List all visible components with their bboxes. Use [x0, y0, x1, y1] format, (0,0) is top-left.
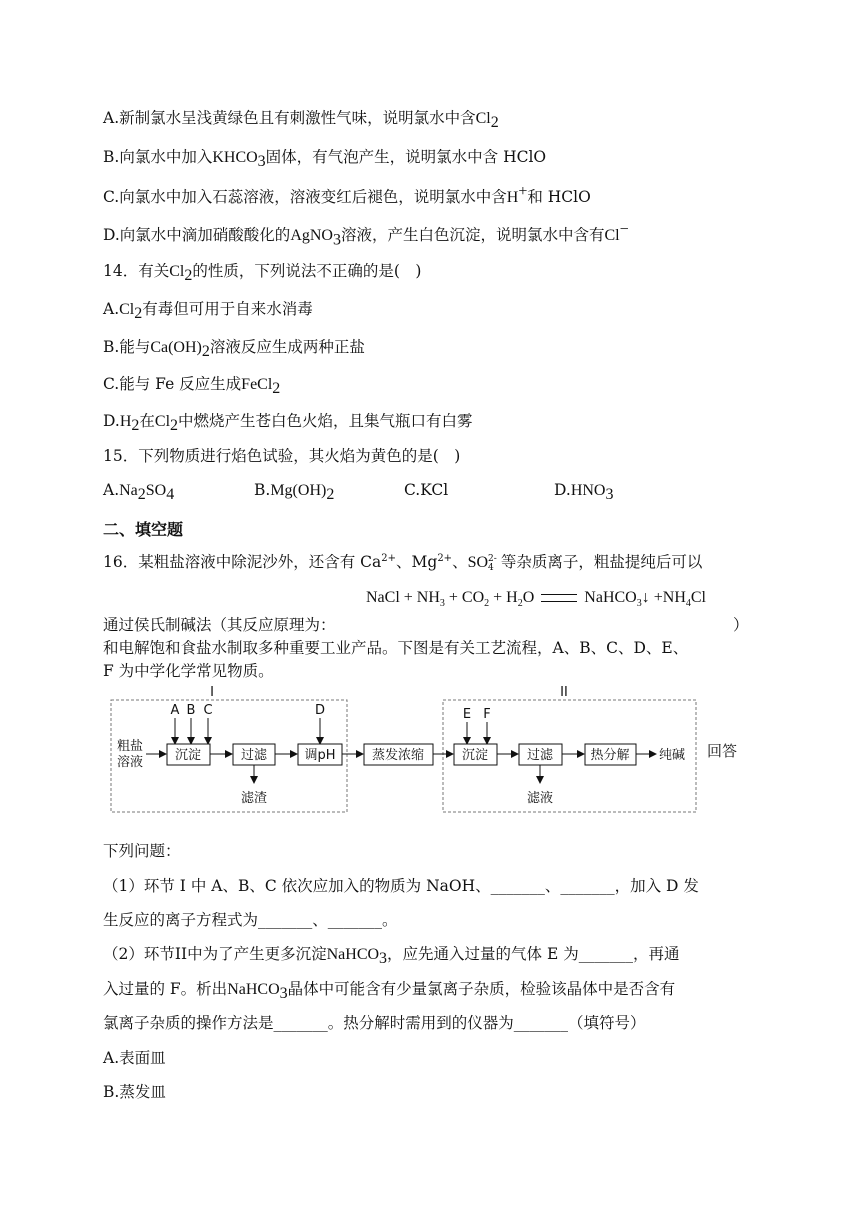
equals-sign-icon — [541, 594, 577, 602]
q13-option-c: C.向氯水中加入石蕊溶液，溶液变红后褪色，说明氯水中含H+和 HClO — [103, 183, 591, 207]
stage-ii-label: II — [560, 685, 568, 700]
q14-option-b: B.能与$Ca(OH)_2$溶液反应生成两种正盐 — [103, 338, 365, 361]
q14-option-a: $A.Cl_2$有毒但可用于自来水消毒 — [103, 300, 313, 323]
q16-part1-line1: （1）环节 I 中 A、B、C 依次应加入的物质为 NaOH、_______、_______，加入 D 发 — [103, 877, 699, 895]
reagent-e: E — [462, 707, 472, 722]
q16-part2-line1: （2）环节II中为了产生更多沉淀NaHCO$_3$，应先通入过量的气体 E 为_______，再通 — [103, 945, 680, 968]
filtrate-label: 滤液 — [526, 791, 554, 806]
svg-text:过滤: 过滤 — [526, 748, 554, 763]
section-heading: 二、填空题 — [103, 520, 184, 539]
start-label-1: 粗盐 — [116, 739, 144, 754]
q16-line2-close: ） — [733, 616, 749, 634]
q16-line2: 通过侯氏制碱法（其反应原理为： — [103, 616, 336, 634]
q15-option-b: $B.Mg(OH)_2$ — [254, 481, 335, 504]
q16-line4: F 为中学化学常见物质。 — [103, 662, 274, 680]
q16-part2-line3: 氯离子杂质的操作方法是_______。热分解时需用到的仪器为_______（填符号） — [103, 1014, 646, 1032]
q13-option-d: D.向氯水中滴加硝酸酸化的AgNO$_3$溶液，产生白色沉淀，说明氯水中含有Cl− — [103, 221, 629, 249]
q14-option-c: C.能与 Fe 反应生成FeCl$_2$ — [103, 375, 281, 398]
q15-option-d: $D.HNO_3$ — [554, 481, 614, 504]
q15-option-a: $A.Na_2SO_4$ — [103, 481, 175, 504]
q14-stem: 14．有关$Cl_2$的性质，下列说法不正确的是( ) — [103, 262, 422, 285]
q16-part1-line2: 生反应的离子方程式为_______、_______。 — [103, 911, 398, 929]
product-label: 纯碱 — [658, 748, 686, 763]
q16-line5: 下列问题： — [103, 842, 181, 860]
q16-option-a: A.表面皿 — [103, 1049, 166, 1067]
q15-stem: 15．下列物质进行焰色试验，其火焰为黄色的是( ) — [103, 447, 461, 465]
reagent-d: D — [314, 703, 326, 718]
reagent-a: A — [170, 703, 180, 718]
svg-text:沉淀: 沉淀 — [461, 748, 489, 763]
svg-text:过滤: 过滤 — [240, 748, 268, 763]
q15-option-c: C.KCl — [404, 481, 449, 499]
q16-part2-line2: 入过量的 F。析出NaHCO$_3$晶体中可能含有少量氯离子杂质，检验该晶体中是否含有 — [103, 980, 676, 1003]
reagent-f: F — [483, 707, 491, 722]
svg-text:调pH: 调pH — [304, 748, 336, 763]
q14-option-d: $D.H_2$在$Cl_2$中燃烧产生苍白色火焰，且集气瓶口有白雾 — [103, 412, 473, 435]
reagent-c: C — [203, 703, 213, 718]
q16-option-b: B.蒸发皿 — [103, 1083, 166, 1101]
q16-line1: 16．某粗盐溶液中除泥沙外，还含有 $Ca^{2+}$、$Mg^{2+}$、SO 2- 4 等杂质离子，粗盐提纯后可以 — [103, 552, 703, 573]
start-label-2: 溶液 — [116, 755, 144, 770]
process-flow-diagram — [0, 680, 860, 820]
stage-i-label: I — [210, 685, 214, 700]
trailing-text: 回答 — [707, 742, 738, 760]
svg-text:沉淀: 沉淀 — [174, 748, 202, 763]
q13-option-b: B.向氯水中加入$KHCO_3$固体，有气泡产生，说明氯水中含 HClO — [103, 148, 547, 171]
q13-option-a: A.新制氯水呈浅黄绿色且有刺激性气味，说明氯水中含$Cl_2$ — [103, 109, 499, 132]
svg-text:热分解: 热分解 — [590, 748, 630, 763]
q16-equation: NaCl + $NH_3 + CO_2 + H_2O$ NaHCO$_3$↓ $+NH_4Cl$ — [366, 589, 706, 610]
reagent-b: B — [186, 703, 196, 718]
residue-label: 滤渣 — [240, 791, 268, 806]
q16-line3: 和电解饱和食盐水制取多种重要工业产品。下图是有关工艺流程，A、B、C、D、E、 — [103, 639, 689, 657]
svg-text:蒸发浓缩: 蒸发浓缩 — [371, 748, 425, 763]
